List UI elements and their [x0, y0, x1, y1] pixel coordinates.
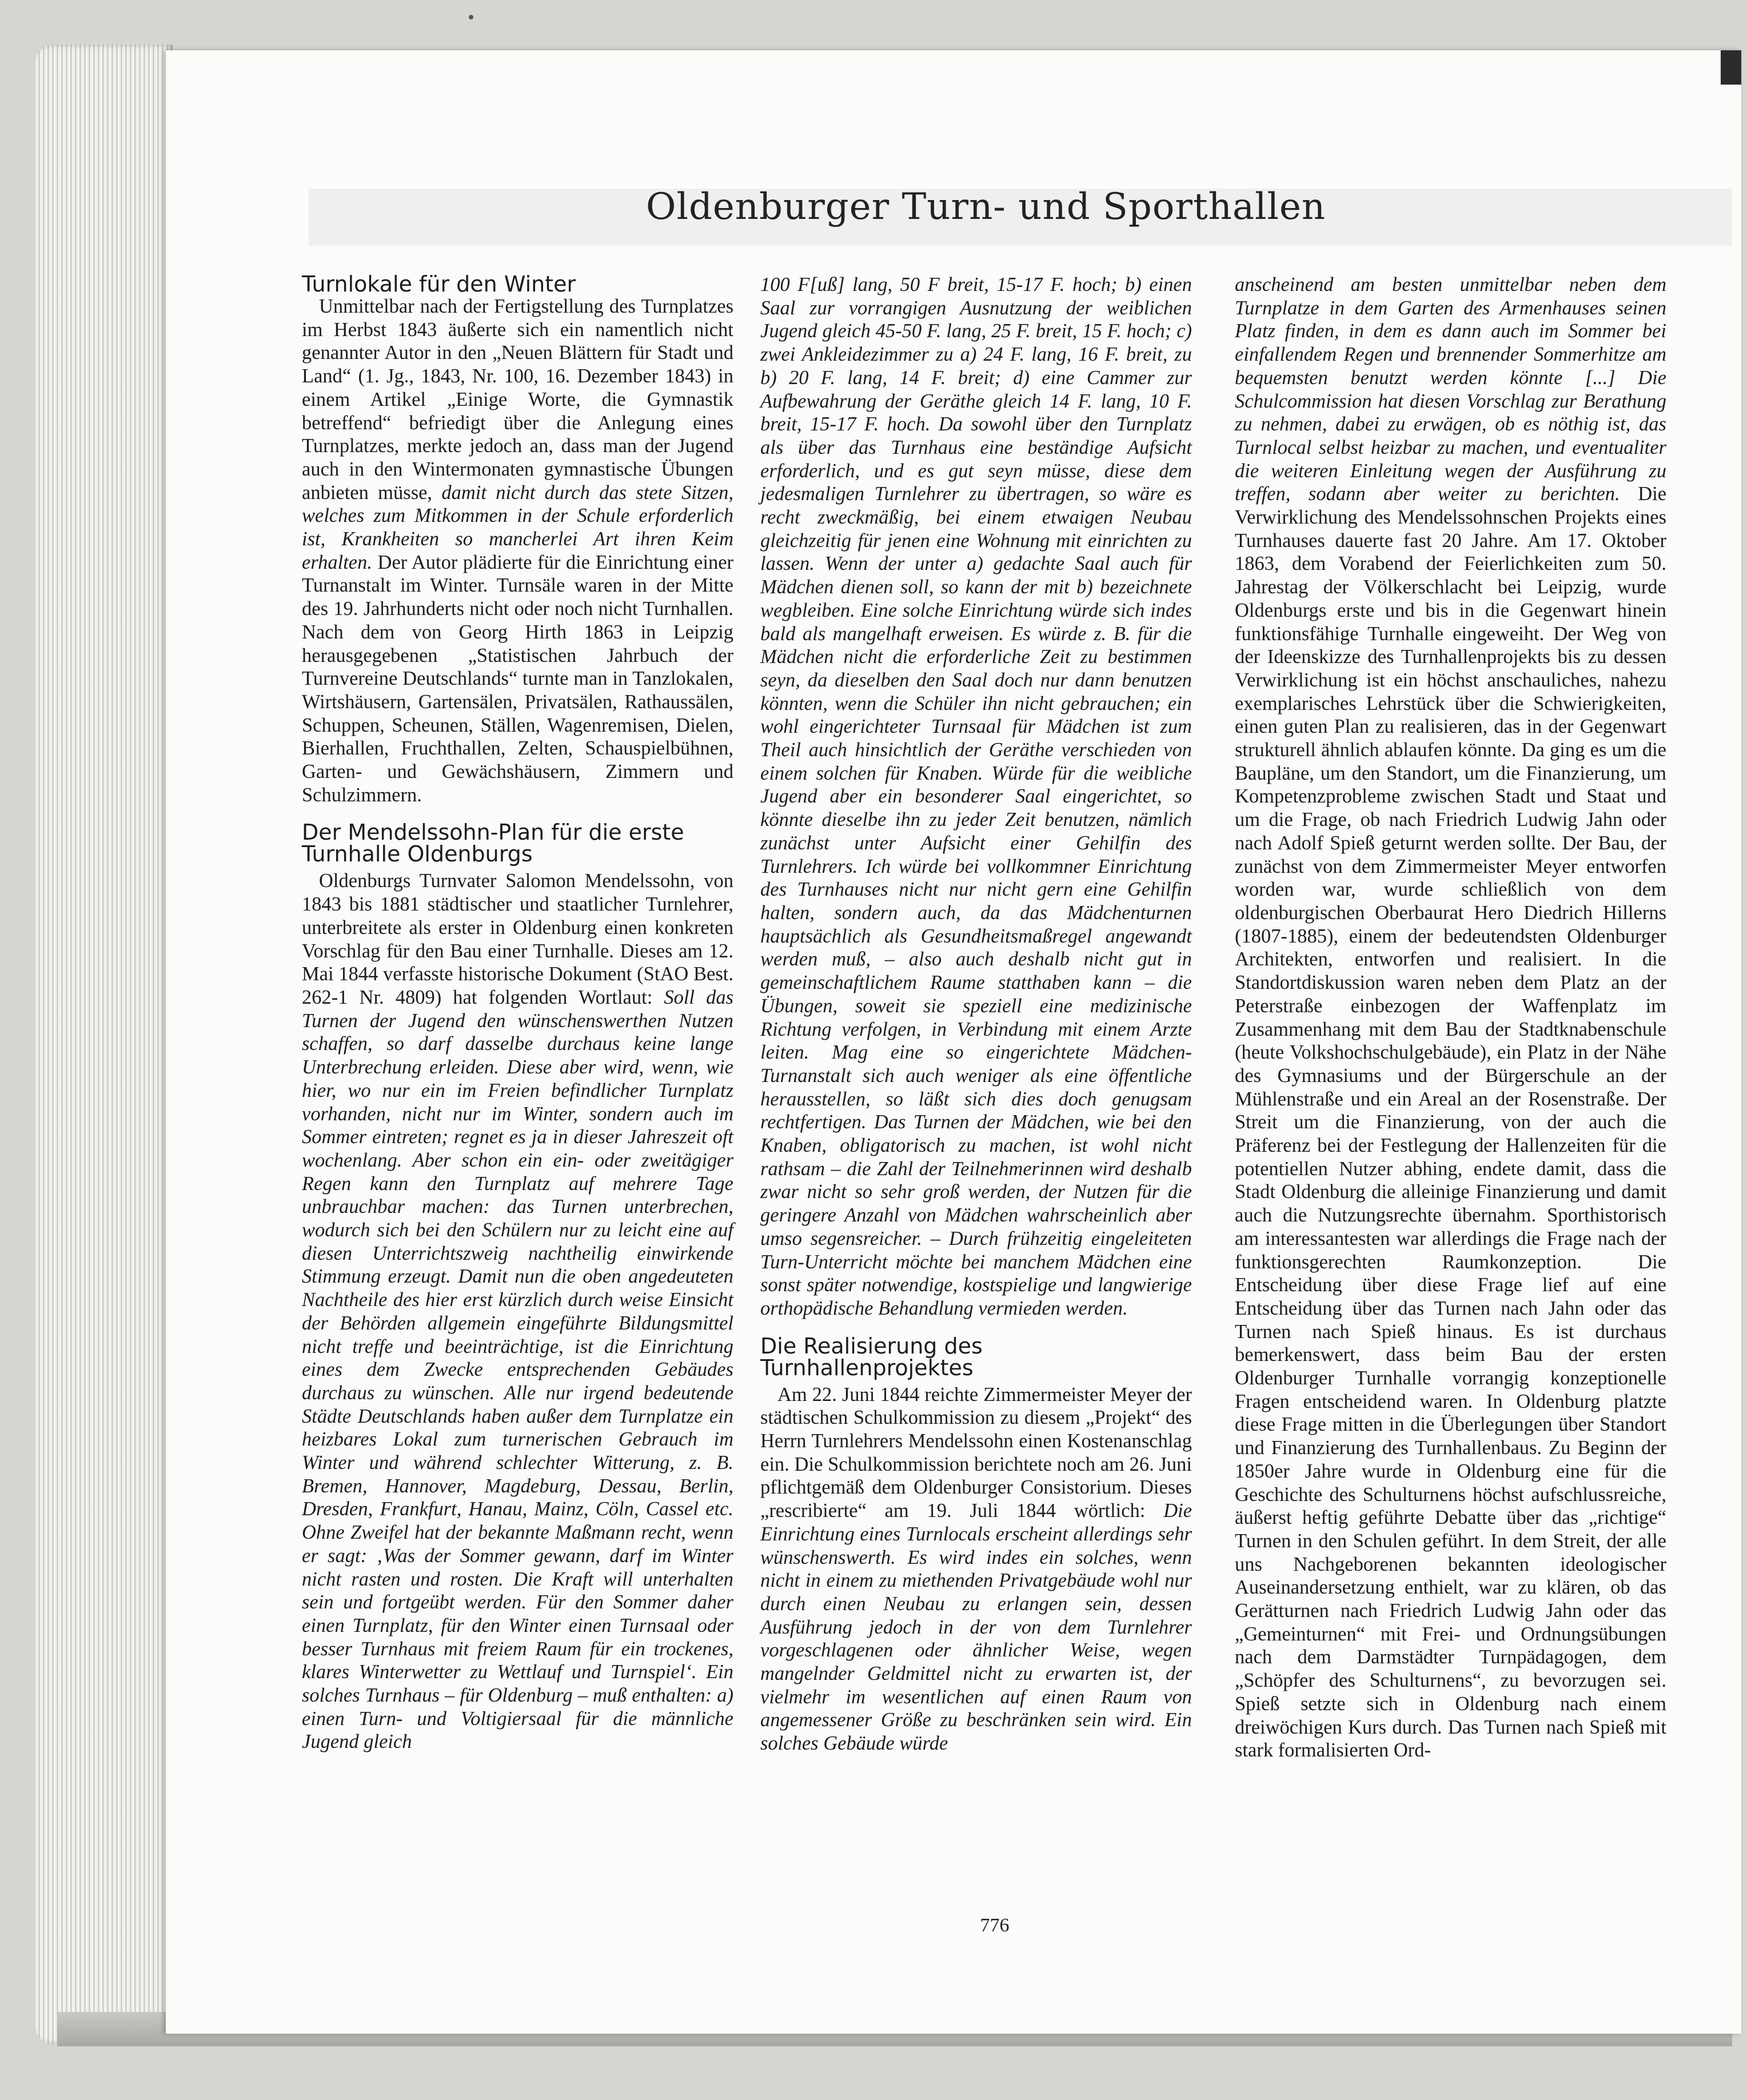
text-column-2	[760, 273, 1192, 1755]
quote-text: damit nicht durch das stete Sitzen, welches zum Mitkommen in der Schule erforderlich ist, Krankheiten so mancherlei Art ihren Keim erhalten.	[302, 481, 733, 573]
paragraph	[760, 273, 1192, 1320]
text-column-1	[302, 273, 733, 1754]
paragraph	[302, 869, 733, 1754]
page-title: Oldenburger Turn- und Sporthallen	[646, 186, 1326, 228]
text-run: Oldenburgs Turnvater Salomon Mendelssohn, von 1843 bis 1881 städtischer und staatlicher Turnlehrer, unterbreitete als erster in Oldenburg einen konkreten Vorschlag für den Bau einer Turnhalle. Dieses am 12. Mai 1844 verfasste historische Dokument (StAO Best. 262-1 Nr. 4809) hat folgenden Wortlaut:	[302, 870, 733, 1008]
section-heading: Die Realisierung des Turnhallenprojektes	[760, 1333, 983, 1380]
text-run: Am 22. Juni 1844 reichte Zimmermeister Meyer der städtischen Schulkommission zu diesem „Projekt“ des Herrn Turnlehrers Mendelssohn einen Kostenanschlag ein. Die Schulkommission berichtete noch am 26. Juni pflichtgemäß dem Oldenburger Consistorium. Dieses „rescribierte“ am 19. Juli 1844 wörtlich:	[760, 1383, 1192, 1522]
book-page-edges	[35, 45, 173, 2044]
paragraph	[760, 1383, 1192, 1755]
text-run: Der Autor plädierte für die Einrichtung einer Turnanstalt im Winter. Turnsäle waren in der Mitte des 19. Jahrhunderts nicht oder noch nicht Turnhallen. Nach dem von Georg Hirth 1863 in Leipzig herausgegebenen „Statistischen Jahrbuch der Turnvereine Deutschlands“ turnte man in Tanzlokalen, Wirtshäusern, Gartensälen, Privatsälen, Rathaussälen, Schuppen, Scheunen, Ställen, Wagenremisen, Dielen, Bierhallen, Fruchthallen, Zelten, Schauspielbühnen, Garten- und Gewächshäusern, Zimmern und Schulzimmern.	[302, 551, 733, 806]
section-heading: Turnlokale für den Winter	[302, 272, 576, 297]
paragraph	[302, 295, 733, 807]
page-corner-shadow	[1721, 50, 1741, 85]
text-run: Unmittelbar nach der Fertigstellung des Turnplatzes im Herbst 1843 äußerte sich ein namentlich nicht genannter Autor in den „Neuen Blättern für Stadt und Land“ (1. Jg., 1843, Nr. 100, 16. Dezember 1843) in einem Artikel „Einige Worte, die Gymnastik betreffend“ befriedigt über die Anlegung eines Turnplatzes, merkte jedoch an, dass man der Jugend auch in den Wintermonaten gymnastische Übungen anbieten müsse,	[302, 296, 733, 504]
quote-text: Die Einrichtung eines Turnlocals erscheint allerdings sehr wünschenswerth. Es wird indes ein solches, wenn nicht in einem zu miethenden Privatgebäude wohl nur durch einen Neubau zu erlangen sein, dessen Ausführung jedoch in der von dem Turnlehrer vorgeschlagenen oder ähnlicher Weise, wegen mangelnder Geldmittel nicht zu erwarten ist, der vielmehr im wesentlichen auf einen Raum von angemessener Größe zu beschränken sein wird. Ein solches Gebäude würde	[760, 1500, 1192, 1755]
text-column-3	[1235, 273, 1666, 1762]
scan-mark	[469, 15, 473, 19]
section-heading: Der Mendelssohn-Plan für die erste Turnhalle Oldenburgs	[302, 820, 684, 867]
quote-text: 100 F[uß] lang, 50 F breit, 15-17 F. hoch; b) einen Saal zur vorrangigen Ausnutzung der weiblichen Jugend gleich 45-50 F. lang, 25 F. breit, 15 F. hoch; c) zwei Ankleidezimmer zu a) 24 F. lang, 16 F. breit, zu b) 20 F. lang, 14 F. breit; d) eine Cammer zur Aufbewahrung der Geräthe gleich 14 F. lang, 10 F. breit, 15-17 F. hoch. Da sowohl über den Turnplatz als über das Turnhaus eine beständige Aufsicht erforderlich, und es gut seyn müsse, diese dem jedesmaligen Turnlehrer zu übertragen, so wäre es recht zweckmäßig, bei einem etwaigen Neubau gleichzeitig für jenen eine Wohnung mit einrichten zu lassen. Wenn der unter a) gedachte Saal auch für Mädchen dienen soll, so kann der mit b) bezeichnete wegbleiben. Eine solche Einrichtung würde sich indes bald als mangelhaft erweisen. Es würde z. B. für die Mädchen nicht die erforderliche Zeit zu bestimmen seyn, da dieselben den Saal doch nur dann benutzen könnten, wenn die Schüler ihn nicht gebrauchen; ein wohl eingerichteter Turnsaal für Mädchen ist zum Theil auch hinsichtlich der Geräthe verschieden von einem solchen für Knaben. Würde für die weibliche Jugend aber ein besonderer Saal eingerichtet, so könnte dieselbe ihn zu jeder Zeit benutzen, nämlich zunächst unter Aufsicht einer Gehilfin des Turnlehrers. Ich würde bei vollkommner Einrichtung des Turnhauses nicht nur nicht gern eine Gehilfin halten, sondern auch, da das Mädchenturnen hauptsächlich als Gesundheitsmaßregel angewandt werden muß, – also auch deshalb nicht gut in gemeinschaftlichem Raume statthaben kann – die Übungen, soweit sie speziell eine medizinische Richtung verfolgen, in Verbindung mit einem Arzte leiten. Mag eine so eingerichtete Mädchen-Turnanstalt sich auch weniger als eine öffentliche herausstellen, so läßt sich dies doch genugsam rechtfertigen. Das Turnen der Mädchen, wie bei den Knaben, obligatorisch zu machen, ist wohl nicht rathsam – die Zahl der Teilnehmerinnen wird deshalb zwar nicht so sehr groß werden, der Nutzen für die geringere Anzahl von Mädchen wahrscheinlich aber umso segensreicher. – Durch frühzeitig eingeleiteten Turn-Unterricht möchte bei manchem Mädchen eine sonst später notwendige, kostspielige und langwierige orthopädische Behandlung vermieden werden.	[760, 274, 1192, 1319]
paragraph	[1235, 273, 1666, 1762]
text-run: Die Verwirklichung des Mendelssohnschen Projekts eines Turnhauses dauerte fast 20 Jahre. Am 17. Oktober 1863, dem Vorabend der Feierlichkeiten zum 50. Jahrestag der Völkerschlacht bei Leipzig, wurde Oldenburgs erste und bis in die Gegenwart hinein funktionsfähige Turnhalle eingeweiht. Der Weg von der Ideenskizze des Turnhallenprojekts bis zu dessen Verwirklichung ist ein höchst anschauliches, nahezu exemplarisches Lehrstück über die Schwierigkeiten, einen guten Plan zu realisieren, das in der Gegenwart strukturell ähnlich ablaufen könnte. Da ging es um die Baupläne, um den Standort, um die Finanzierung, um Kompetenzprobleme zwischen Stadt und Staat und um die Frage, ob nach Friedrich Ludwig Jahn oder nach Adolf Spieß geturnt werden sollte. Der Bau, der zunächst von dem Zimmermeister Meyer entworfen worden war, wurde schließlich von dem oldenburgischen Oberbaurat Hero Diedrich Hillerns (1807-1885), einem der bedeutendsten Oldenburger Architekten, entworfen und realisiert. In die Standortdiskussion waren neben dem Platz an der Peterstraße einbezogen der Waffenplatz im Zusammenhang mit dem Bau der Stadtknabenschule (heute Volkshochschulgebäude), ein Platz in der Nähe des Gymnasiums und der Bürgerschule an der Mühlenstraße und ein Areal an der Rosenstraße. Der Streit um die Finanzierung, von der auch die Präferenz bei der Festlegung der Hallenzeiten für die potentiellen Nutzer abhing, endete damit, dass die Stadt Oldenburg die alleinige Finanzierung und damit auch die Nutzungsrechte übernahm. Sporthistorisch am interessantesten war allerdings die Frage nach der funktionsgerechten Raumkonzeption. Die Entscheidung über diese Frage lief auf eine Entscheidung über das Turnen nach Jahn oder das Turnen nach Spieß hinaus. Es ist durchaus bemerkenswert, dass beim Bau der ersten Oldenburger Turnhalle vorrangig konzeptionelle Fragen entscheidend waren. In Oldenburg platzte diese Frage mitten in die Überlegungen über Standort und Finanzierung des Turnhallenbaus. Zu Beginn der 1850er Jahre wurde in Oldenburg eine für die Geschichte des Schulturnens höchst aufschlussreiche, äußerst heftig geführte Debatte über das „richtige“ Turnen in den Schulen geführt. In dem Streit, der alle uns Nachgeborenen bekannten ideologischer Auseinandersetzung enthielt, war zu klären, ob das Gerätturnen nach Friedrich Ludwig Jahn oder das „Gemeinturnen“ mit Frei- und Ordnungsübungen nach dem Darmstädter Turnpädagogen, dem „Schöpfer des Schulturnens“, zu bevorzugen sei. Spieß setzte sich in Oldenburg nach einem dreiwöchigen Kurs durch. Das Turnen nach Spieß mit stark formalisierten Ord-	[1235, 483, 1667, 1762]
page-number: 776	[980, 1915, 1010, 1936]
quote-text: Soll das Turnen der Jugend den wünschenswerthen Nutzen schaffen, so darf dasselbe durchaus keine lange Unterbrechung erleiden. Diese aber wird, wenn, wie hier, wo nur ein im Freien befindlicher Turnplatz vorhanden, nicht nur im Winter, sondern auch im Sommer eintreten; regnet es ja in dieser Jahreszeit oft wochenlang. Aber schon ein ein- oder zweitägiger Regen kann den Turnplatz auf mehrere Tage unbrauchbar machen: das Turnen unterbrechen, wodurch sich bei den Schülern nur zu leicht eine auf diesen Unterrichtszweig nachtheilig einwirkende Stimmung erzeugt. Damit nun die oben angedeuteten Nachtheile des hier erst kürzlich durch weise Einsicht der Behörden allgemein eingeführte Bildungsmittel nicht treffe und beeinträchtige, ist die Einrichtung eines dem Zwecke entsprechenden Gebäudes durchaus zu wünschen. Alle nur irgend bedeutende Städte Deutschlands haben außer dem Turnplatze ein heizbares Lokal zum turnerischen Gebrauch im Winter und während schlechter Witterung, z. B. Bremen, Hannover, Magdeburg, Dessau, Berlin, Dresden, Frankfurt, Hanau, Mainz, Cöln, Cassel etc. Ohne Zweifel hat der bekannte Maßmann recht, wenn er sagt: ‚Was der Sommer gewann, darf im Winter nicht rasten und rosten. Die Kraft will unterhalten sein und fortgeübt werden. Für den Sommer daher einen Turnplatz, für den Winter einen Turnsaal oder besser Turnhaus mit freiem Raum für ein trockenes, klares Winterwetter zu Wettlauf und Turnspiel‘. Ein solches Turnhaus – für Oldenburg – muß enthalten: a) einen Turn- und Voltigiersaal für die männliche Jugend gleich	[302, 986, 733, 1753]
quote-text: anscheinend am besten unmittelbar neben dem Turnplatze in dem Garten des Armenhauses seinen Platz finden, in dem es dann auch im Sommer bei einfallendem Regen und brennender Sommerhitze am bequemsten benutzt werden könnte [...] Die Schulcommission hat diesen Vorschlag zur Berathung zu nehmen, dabei zu erwägen, ob es nöthig ist, das Turnlocal selbst heizbar zu machen, und eventualiter die weiteren Einleitung wegen der Ausführung zu treffen, sodann aber weiter zu berichten.	[1235, 274, 1666, 505]
